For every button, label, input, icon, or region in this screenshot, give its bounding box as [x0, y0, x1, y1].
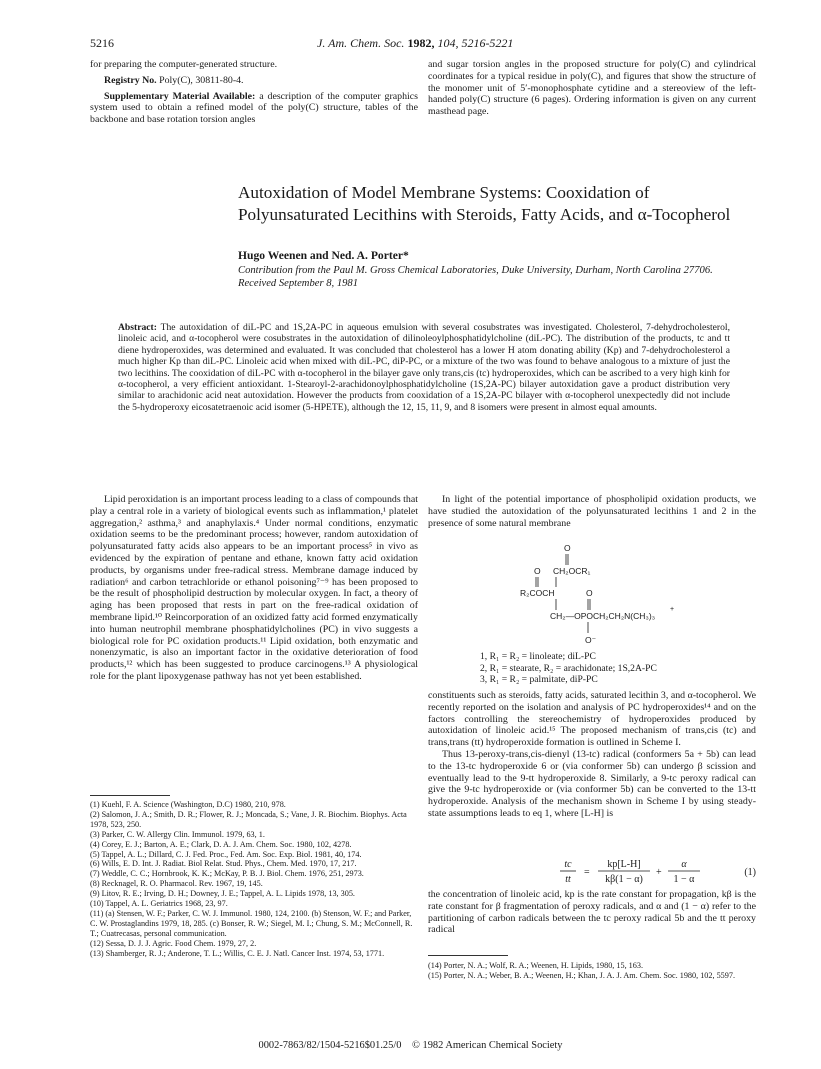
- article-title: Autoxidation of Model Membrane Systems: Cooxidation of Polyunsaturated Lecithins with Steroids, Fatty Acids, and α-Tocopherol: [238, 183, 731, 224]
- body-left-column: [90, 494, 418, 683]
- legend-item: 3, R₁ = R₂ = palmitate, diP-PC: [480, 674, 598, 686]
- structure-label: +: [670, 606, 675, 613]
- supplementary-label: Supplementary Material Available:: [104, 90, 256, 102]
- right-paragraph-2: constituents such as steroids, fatty acids, saturated lecithin 3, and α-tocopherol. We recently reported on the isolation and analysis of PC hydroperoxides¹⁴ and on the factors controlling the stereochemistry of hydroperoxides produced by autoxidation of linoleic acid.¹⁵ The proposed mechanism of trans,cis (tc) and trans,trans (tt) hydroperoxide formation is outlined in Scheme I.: [428, 690, 756, 749]
- journal-citation: [317, 36, 513, 51]
- footnote: (2) Salomon, J. A.; Smith, D. R.; Flower, R. J.; Moncada, S.; Vane, J. R. Biochim. Biophys. Acta 1978, 523, 250.: [90, 809, 407, 829]
- structure-label: O: [534, 566, 541, 576]
- footnote-rule: [90, 795, 170, 796]
- abstract-label: Abstract:: [118, 322, 157, 333]
- structure-label: O: [586, 588, 593, 598]
- body-right-continued: [428, 889, 756, 936]
- previous-article-text: for preparing the computer-generated structure.: [90, 59, 278, 70]
- eq-alpha: α: [681, 859, 687, 870]
- footnote: (13) Shamberger, R. J.; Anderone, T. L.; Willis, C. E. J. Natl. Cancer Inst. 1974, 53, 1771.: [90, 948, 385, 958]
- footnote: (8) Recknagel, R. O. Pharmacol. Rev. 1967, 19, 145.: [90, 879, 263, 889]
- footnote: (12) Sessa, D. J. J. Agric. Food Chem. 1979, 27, 2.: [90, 938, 257, 948]
- page-footer: [0, 1040, 821, 1051]
- body-right-column: [428, 690, 756, 820]
- supplementary-material: [90, 91, 418, 126]
- footnote: (4) Corey, E. J.; Barton, A. E.; Clark, D. A. J. Am. Chem. Soc. 1980, 102, 4278.: [90, 839, 352, 849]
- footnote: (14) Porter, N. A.; Wolf, R. A.; Weenen, H. Lipids, 1980, 15, 163.: [428, 961, 644, 970]
- article-affiliation: Contribution from the Paul M. Gross Chemical Laboratories, Duke University, Durham, North Carolina 27706. Received September 8, 1981: [238, 265, 713, 289]
- supplementary-text: a description of the computer graphics system used to obtain a refined model of the poly(C) structure, tables of the backbone and base rotation torsion angles: [90, 90, 418, 126]
- footnote: (11) (a) Stensen, W. F.; Parker, C. W. J. Immunol. 1980, 124, 2100. (b) Stenson, W. F.; and Parker, C. W. Prostaglandins 1979, 18, 285. (c) Bonser, R. W.; Siegel, M. I.; Chung, S. M.; McConnell, R. T.; Cuatrecasas, personal communication.: [90, 908, 413, 938]
- price-code: 0002-7863/82/1504-5216$01.25/0: [258, 1040, 402, 1051]
- copyright: © 1982 American Chemical Society: [412, 1040, 563, 1051]
- eq-tc: tc: [564, 859, 572, 870]
- registry-text: Poly(C), 30811-80-4.: [156, 74, 244, 86]
- body-right-intro: [428, 494, 756, 529]
- compound-legend: [480, 651, 657, 686]
- footnote: (1) Kuehl, F. A. Science (Washington, D.C) 1980, 210, 978.: [90, 800, 286, 809]
- eq-plus: +: [656, 867, 662, 878]
- abstract-text: The autoxidation of diL-PC and 1S,2A-PC in aqueous emulsion with several cosubstrates was investigated. Cholesterol, 7-dehydrocholesterol, linoleic acid, and α-tocopherol were cosubstrates in the autoxidation of dilinoleoylphosphatidylcholine (diL-PC). The distribution of the products, tc and tt diene hydroperoxides, was determined and evaluated. It was concluded that cholesterol has a lower H atom donating ability (Kp) and 7-dehydrocholesterol a much higher Kp than diL-PC. Linoleic acid when mixed with diL-PC, diP-PC, or a mixture of the two was found to behave analogous to a mixture of just the two lecithins. The cooxidation of diL-PC with α-tocopherol in the bilayer gave only trans,cis (tc) hydroperoxides, which can be ascribed to a very high kinh for α-tocopherol, a very efficient antioxidant. 1-Stearoyl-2-arachidonoylphosphatidylcholine (1S,2A-PC) bilayer autoxidation gave a product distribution very similar to arachidonic acid neat autoxidation. However the products from cooxidation of a 1S,2A-PC bilayer with α-tocopherol unexpectedly did not include the 5-hydroperoxy eicosatetraenoic acid isomer (5-HPETE), although the 12, 15, 11, 9, and 8 isomers were present in almost equal amounts.: [118, 322, 730, 413]
- eq-fraction-denominator: kβ(1 − α): [605, 874, 643, 885]
- footnote: (10) Tappel, A. L. Geriatrics 1968, 23, 97.: [90, 899, 228, 909]
- journal-name: J. Am. Chem. Soc.: [317, 36, 405, 50]
- footnotes-right: [428, 961, 756, 981]
- eq-equals: =: [584, 867, 590, 878]
- footnote: (15) Porter, N. A.; Weber, B. A.; Weenen, H.; Khan, J. A. J. Am. Chem. Soc. 1980, 102, 5597.: [428, 970, 736, 980]
- journal-year: 1982,: [407, 36, 435, 50]
- eq-tt: tt: [565, 874, 571, 885]
- equation-1: [560, 855, 756, 889]
- right-paragraph-4: the concentration of linoleic acid, kp is the rate constant for propagation, kβ is the rate constant for β fragmentation of peroxy radicals, and α and (1 − α) refer to the partitioning of carbon radicals between the tc peroxy radical 5b and the tt peroxy radical: [428, 889, 756, 936]
- registry-number: [90, 75, 418, 87]
- journal-volume-pages: 104, 5216-5221: [437, 36, 514, 50]
- abstract: [118, 322, 730, 413]
- footnote: (7) Weddle, C. C.; Hornbrook, K. K.; McKay, P. B. J. Biol. Chem. 1976, 251, 2973.: [90, 869, 364, 879]
- footnote: (6) Wills, E. D. Int. J. Radiat. Biol Relat. Stud. Phys., Chem. Med. 1970, 17, 217.: [90, 859, 357, 869]
- structure-label: CH₂—OPOCH₂CH₂N(CH₃)₃: [550, 611, 656, 621]
- registry-label: Registry No.: [104, 74, 157, 86]
- footnote: (3) Parker, C. W. Allergy Clin. Immunol. 1979, 63, 1.: [90, 829, 265, 839]
- footnote: (5) Tappel, A. L.; Dillard, C. J. Fed. Proc., Fed. Am. Soc. Exp. Biol. 1981, 40, 174.: [90, 849, 362, 859]
- intro-paragraph: Lipid peroxidation is an important process leading to a class of compounds that play a central role in a variety of biological events such as inflammation,¹ platelet aggregation,² asthma,³ and anaphylaxis.⁴ Under normal conditions, enzymatic oxidation seems to be the predominant process; however, random autoxidation of polyunsaturated fatty acids also appears to be an important process⁵ in vivo as evidenced by the expiration of pentane and ethane, known fatty acid oxidation products, by organisms under free-radical stress. Membrane damage induced by radiation⁶ and carbon tetrachloride or ethanol poisoning⁷⁻⁹ has been proposed to be the result of phospholipid destruction by molecular oxygen. In fact, a theory of aging has been proposed that rests in part on the free-radical oxidation of membrane lipid.¹⁰ Reincorporation of an oxidized fatty acid formed enzymatically into human neutrophil membrane phosphatidylcholines (PC) in vivo suggests a biological role for PC oxidation products.¹¹ Lipid oxidation, both enzymatic and nonenzymatic, is also an important factor in the oxidative deterioration of food products,¹² which has been suggested to produce carcinogens.¹³ A physiological role for the plant lipoxygenase pathway has not yet been established.: [90, 494, 418, 682]
- supplementary-continued: and sugar torsion angles in the proposed structure for poly(C) and cylindrical coordinates for a typical residue in poly(C), and figures that show the structure of the monomer unit of 5′-monophosphate cytidine and a stereoview of the left-handed poly(C) structure (6 pages). Ordering information is given on any current masthead page.: [428, 59, 756, 118]
- eq-fraction-numerator: kp[L-H]: [607, 859, 641, 870]
- article-authors: Hugo Weenen and Ned. A. Porter*: [238, 249, 409, 262]
- footnotes-left: [90, 800, 418, 959]
- structure-label: O: [564, 543, 571, 553]
- right-paragraph-1: In light of the potential importance of phospholipid oxidation products, we have studied the autoxidation of the polyunsaturated lecithins 1 and 2 in the presence of some natural membrane: [428, 494, 756, 529]
- structure-label: CH₂OCR₁: [553, 566, 591, 576]
- eq-one-minus-alpha: 1 − α: [673, 874, 695, 885]
- structure-label: R₂COCH: [520, 588, 555, 598]
- structure-label: O⁻: [585, 635, 597, 645]
- legend-item: 2, R₁ = stearate, R₂ = arachidonate; 1S,2A-PC: [480, 662, 657, 674]
- page-number: 5216: [90, 36, 114, 50]
- footnote: (9) Litov, R. E.; Irving, D. H.; Downey, J. E.; Tappel, A. L. Lipids 1978, 13, 305.: [90, 889, 355, 899]
- legend-item: 1, R₁ = R₂ = linoleate; diL-PC: [480, 651, 596, 662]
- running-header: [90, 36, 750, 52]
- footnote-rule: [428, 955, 508, 956]
- right-paragraph-3: Thus 13-peroxy-trans,cis-dienyl (13-tc) radical (conformers 5a + 5b) can lead to the 13-tc hydroperoxide 6 or (via conformer 5b) can undergo β scission and eventually lead to the 9-tt hydroperoxide 8. Similarly, a 9-tc peroxy radical can give the 9-tc hydroperoxide or (via conformer 5b) can be converted to the 13-tt hydroperoxide. Analysis of the mechanism shown in Scheme I by using steady-state assumptions leads to eq 1, where [L-H] is: [428, 748, 756, 819]
- previous-article-left: [90, 59, 418, 126]
- equation-number: (1): [744, 867, 756, 878]
- lecithin-structure: [520, 541, 740, 649]
- previous-article-right: [428, 59, 756, 118]
